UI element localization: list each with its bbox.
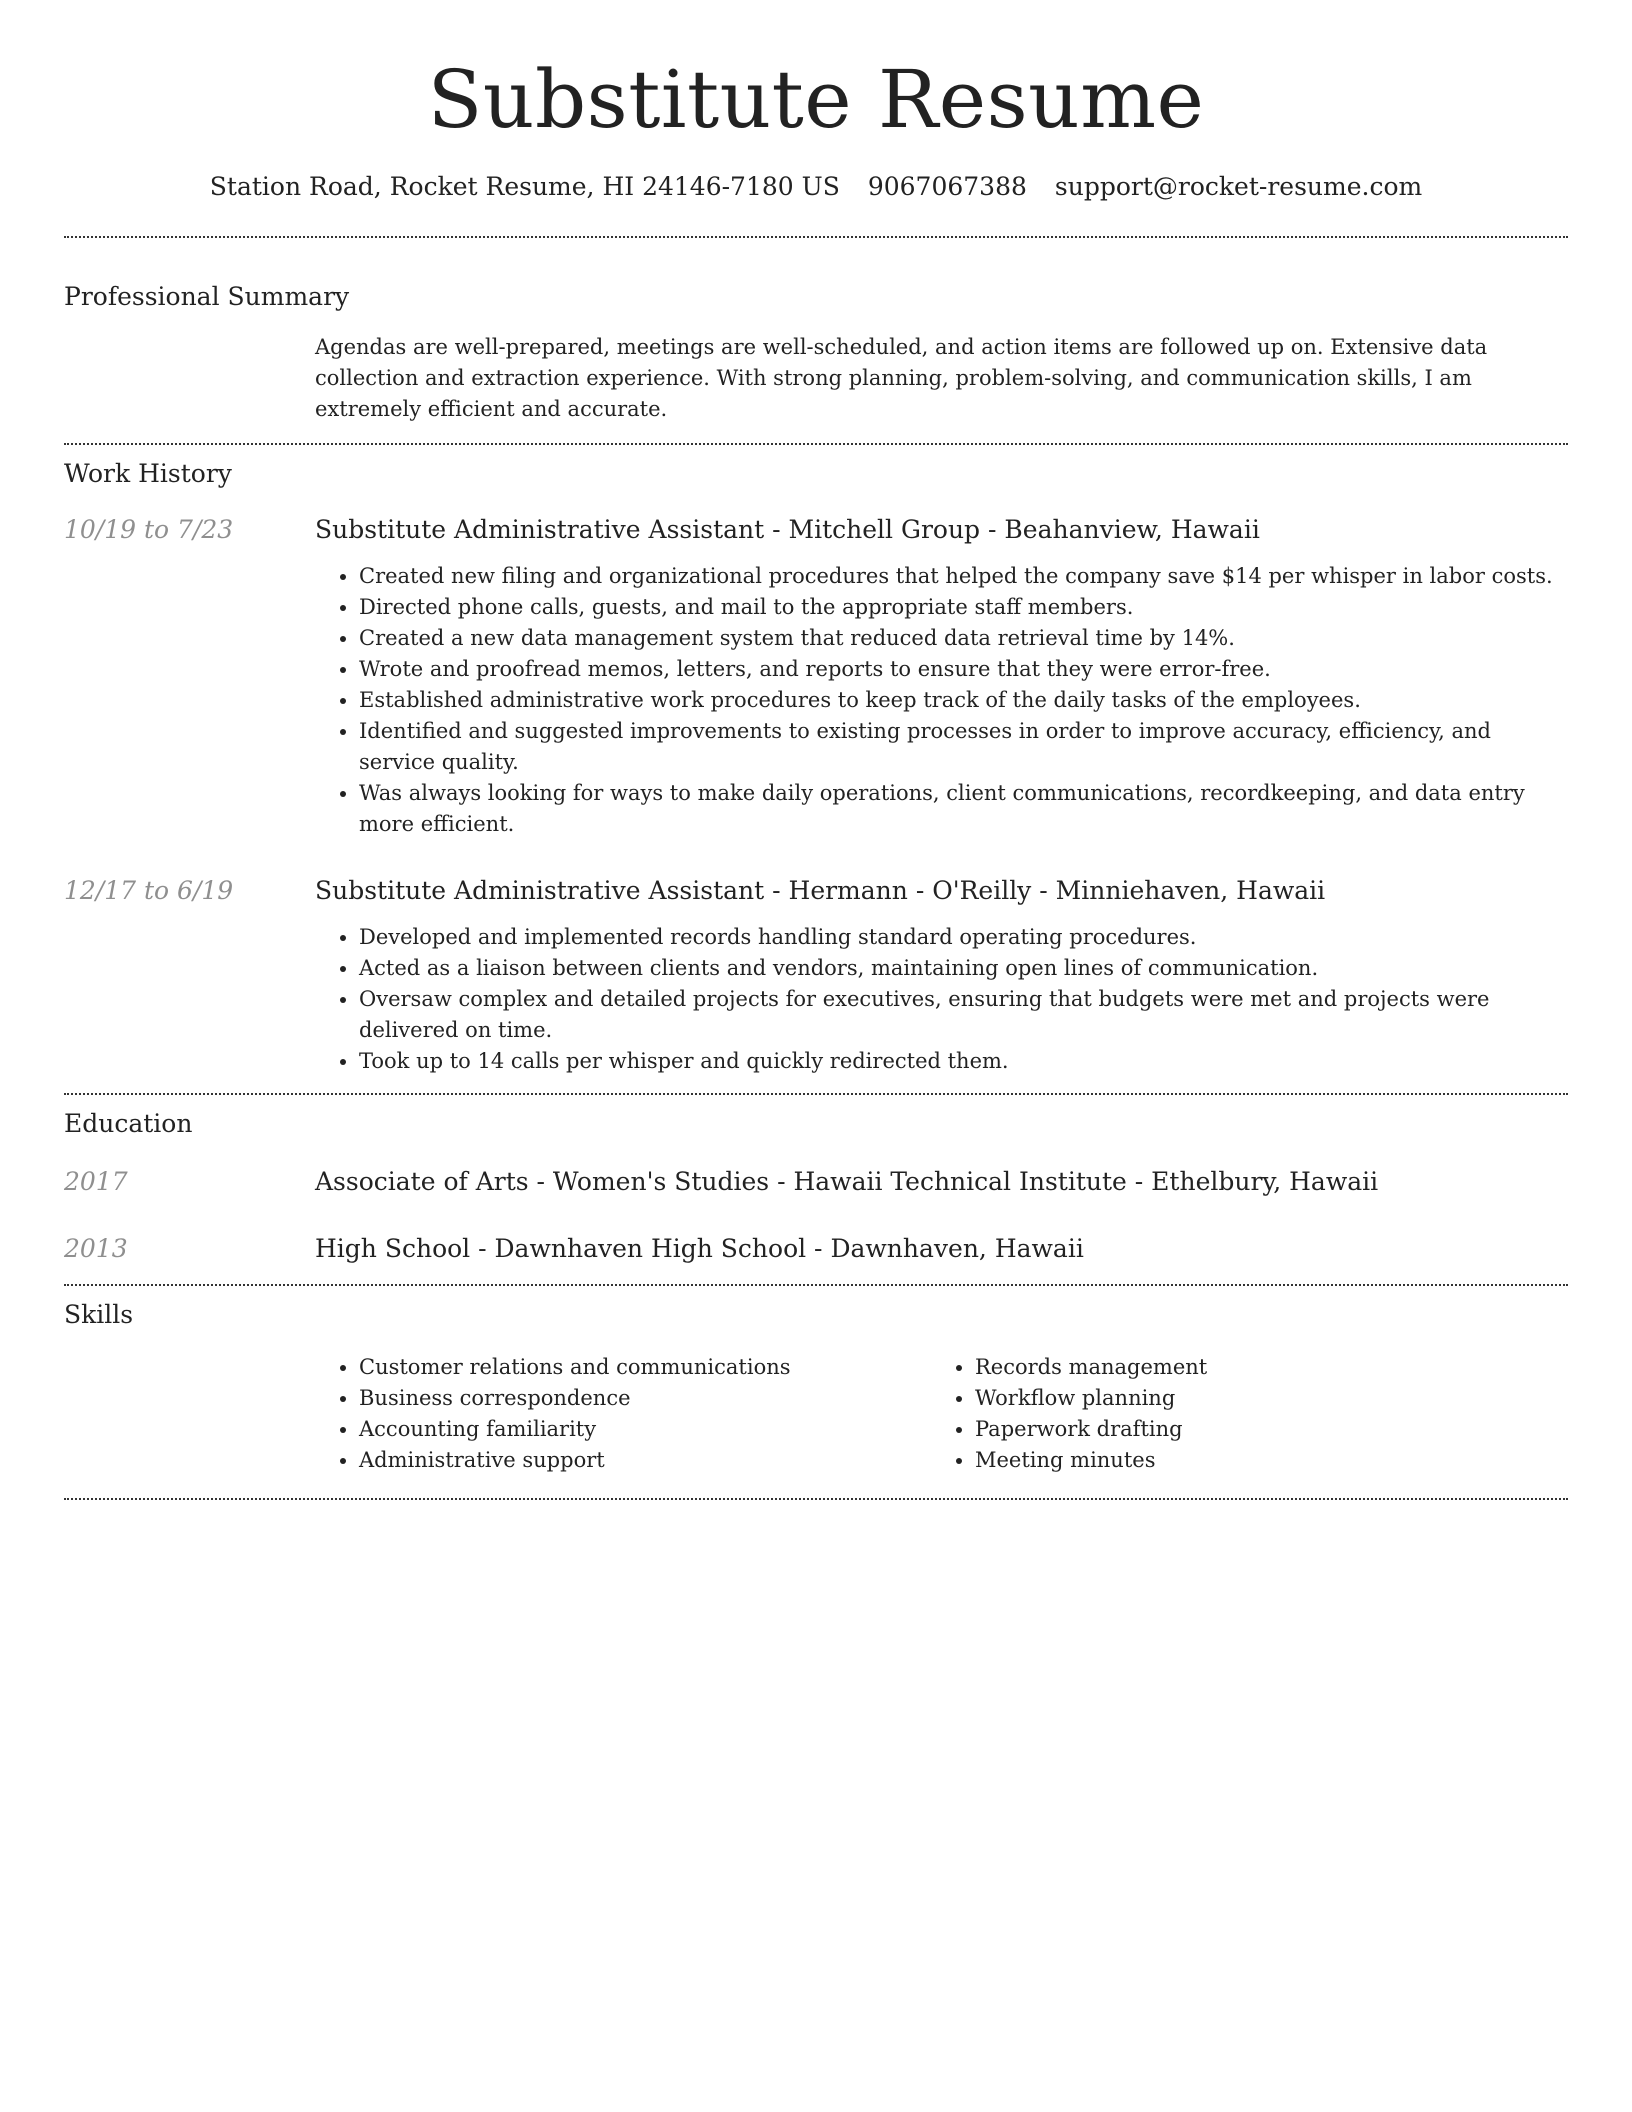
- contact-address: Station Road, Rocket Resume, HI 24146-7180 US: [209, 172, 840, 201]
- skills-list-left: [315, 1352, 931, 1476]
- education-entry: [64, 1232, 1568, 1266]
- job-bullet-list: [315, 561, 1568, 840]
- skill-item: • Paperwork drafting: [975, 1414, 1545, 1445]
- job-heading: Substitute Administrative Assistant - Mitchell Group - Beahanview, Hawaii: [315, 515, 1260, 544]
- resume-page: [64, 0, 1568, 1500]
- skills-heading: Skills: [64, 1300, 134, 1329]
- job-entry: [64, 874, 1568, 1077]
- skills-divider: [64, 1498, 1568, 1500]
- job-bullet: • Directed phone calls, guests, and mail to the appropriate staff members.: [359, 592, 1568, 623]
- job-bullet: • Created a new data management system that reduced data retrieval time by 14%.: [359, 623, 1568, 654]
- job-dates: 10/19 to 7/23: [64, 515, 234, 544]
- education-entry: [64, 1165, 1568, 1199]
- contact-line: [64, 170, 1568, 204]
- skills-grid: [315, 1352, 1568, 1476]
- job-bullet: • Established administrative work procedures to keep track of the daily tasks of the employees.: [359, 685, 1568, 716]
- job-entry: [64, 513, 1568, 840]
- skill-item: • Customer relations and communications: [359, 1352, 931, 1383]
- job-bullet: • Was always looking for ways to make daily operations, client communications, recordkeeping, and data entry more efficient.: [359, 778, 1568, 840]
- work-divider: [64, 1093, 1568, 1095]
- job-heading: Substitute Administrative Assistant - Hermann - O'Reilly - Minniehaven, Hawaii: [315, 876, 1326, 905]
- job-bullet-list: [315, 922, 1568, 1077]
- skill-item: • Business correspondence: [359, 1383, 931, 1414]
- job-bullet: • Acted as a liaison between clients and vendors, maintaining open lines of communication.: [359, 953, 1568, 984]
- contact-phone: 9067067388: [867, 172, 1027, 201]
- header-divider: [64, 236, 1568, 238]
- skill-item: • Accounting familiarity: [359, 1414, 931, 1445]
- education-year: 2013: [64, 1234, 128, 1263]
- job-bullet: • Created new filing and organizational procedures that helped the company save $14 per whisper in labor costs.: [359, 561, 1568, 592]
- skill-item: • Meeting minutes: [975, 1445, 1545, 1476]
- skill-item: • Workflow planning: [975, 1383, 1545, 1414]
- work-history-heading: Work History: [64, 459, 232, 488]
- job-dates: 12/17 to 6/19: [64, 876, 234, 905]
- job-bullet: • Developed and implemented records handling standard operating procedures.: [359, 922, 1568, 953]
- skill-item: • Administrative support: [359, 1445, 931, 1476]
- skill-item: • Records management: [975, 1352, 1545, 1383]
- resume-name: Substitute Resume: [427, 53, 1205, 146]
- education-year: 2017: [64, 1167, 128, 1196]
- education-divider: [64, 1284, 1568, 1286]
- summary-text: Agendas are well-prepared, meetings are well-scheduled, and action items are followed up on. Extensive data collection and extraction experience. With strong planning, problem-solving, and communication skills, I am extremely efficient and accurate.: [315, 335, 1488, 421]
- job-bullet: • Identified and suggested improvements to existing processes in order to improve accuracy, efficiency, and service quality.: [359, 716, 1568, 778]
- job-bullet: • Wrote and proofread memos, letters, and reports to ensure that they were error-free.: [359, 654, 1568, 685]
- skills-list-right: [931, 1352, 1545, 1476]
- education-heading-text: High School - Dawnhaven High School - Dawnhaven, Hawaii: [315, 1234, 1084, 1263]
- summary-heading: Professional Summary: [64, 282, 350, 311]
- job-bullet: • Oversaw complex and detailed projects for executives, ensuring that budgets were met and projects were delivered on time.: [359, 984, 1568, 1046]
- contact-email: support@rocket-resume.com: [1054, 172, 1423, 201]
- education-heading: Education: [64, 1109, 193, 1138]
- job-bullet: • Took up to 14 calls per whisper and quickly redirected them.: [359, 1046, 1568, 1077]
- education-heading-text: Associate of Arts - Women's Studies - Hawaii Technical Institute - Ethelbury, Hawaii: [315, 1167, 1379, 1196]
- summary-divider: [64, 443, 1568, 445]
